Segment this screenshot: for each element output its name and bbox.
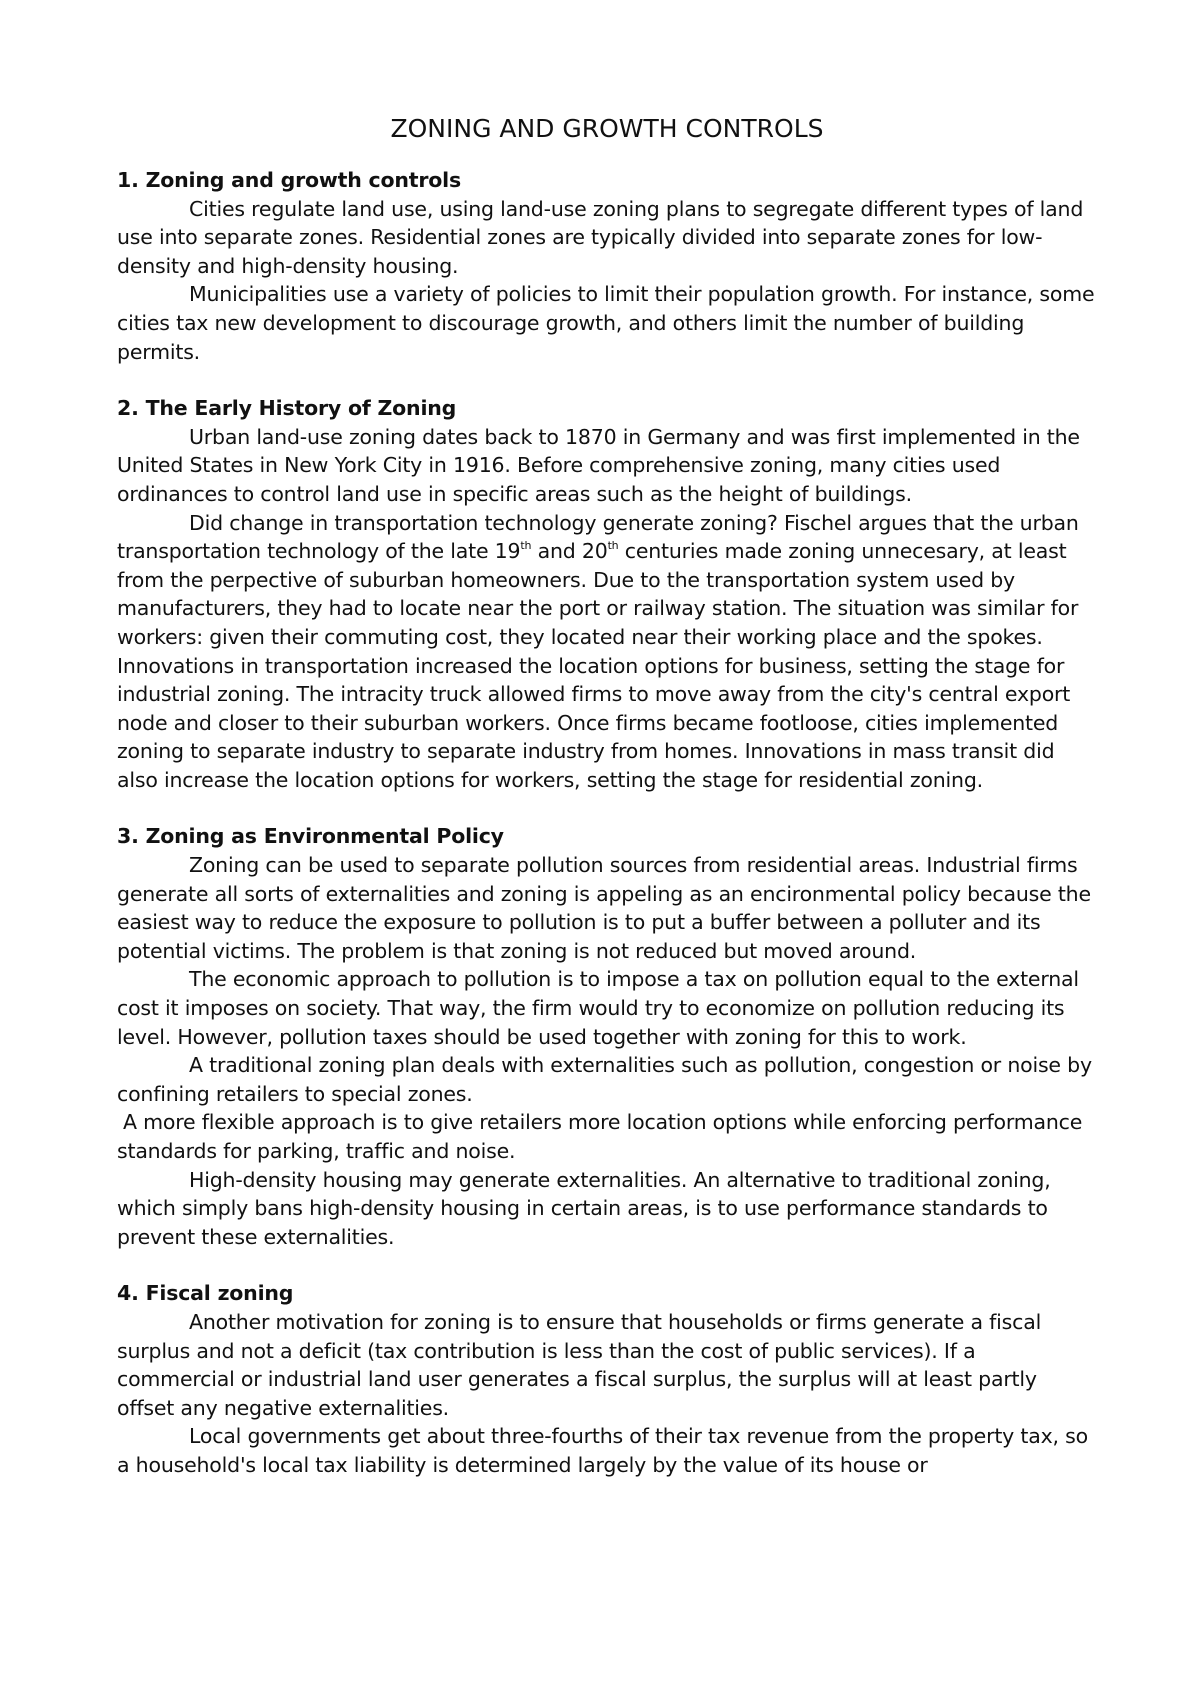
- section-2: [117, 394, 1097, 794]
- paragraph: A traditional zoning plan deals with externalities such as pollution, congestion or noise by confining retailers to special zones.: [117, 1053, 1092, 1106]
- section-4: [117, 1279, 1097, 1479]
- paragraph: Urban land-use zoning dates back to 1870 in Germany and was first implemented in the United States in New York City in 1916. Before comprehensive zoning, many cities used ordinances to control land use in specific areas such as the height of buildings.: [117, 424, 1080, 506]
- paragraph-text: Did change in transportation technology generate zoning? Fischel argues that the urban transportation technology of the late 19: [117, 510, 1079, 564]
- paragraph: A more flexible approach is to give retailers more location options while enforcing performance standards for parking, traffic and noise.: [117, 1110, 1083, 1163]
- superscript: th: [520, 539, 532, 553]
- paragraph: Zoning can be used to separate pollution sources from residential areas. Industrial firms generate all sorts of externalities and zoning is appeling as an encironmental policy because the easiest way to reduce the exposure to pollution is to put a buffer between a polluter and its potential victims. The problem is that zoning is not reduced but moved around.: [117, 853, 1091, 963]
- paragraph: High-density housing may generate externalities. An alternative to traditional zoning, which simply bans high-density housing in certain areas, is to use performance standards to prevent these externalities.: [117, 1167, 1051, 1249]
- paragraph: [117, 509, 1097, 795]
- superscript: th: [607, 539, 619, 553]
- section-3: [117, 822, 1097, 1251]
- section-heading: 4. Fiscal zoning: [117, 1281, 294, 1306]
- paragraph-text: and 20: [531, 539, 608, 564]
- section-heading: 1. Zoning and growth controls: [117, 168, 461, 192]
- section-1: [117, 166, 1097, 366]
- paragraph: The economic approach to pollution is to impose a tax on pollution equal to the external cost it imposes on society. That way, the firm would try to economize on pollution reducing its level. However, pollution taxes should be used together with zoning for this to work.: [117, 967, 1079, 1049]
- paragraph: Municipalities use a variety of policies to limit their population growth. For instance, some cities tax new development to discourage growth, and others limit the number of building permits.: [117, 282, 1095, 364]
- document-body: [117, 112, 1097, 1508]
- section-heading: 3. Zoning as Environmental Policy: [117, 824, 504, 849]
- paragraph-text: centuries made zoning unnecesary, at least from the perpective of suburban homeowners. Due to the transportation system used by manufacturers, they had to locate near the port or railway station. The situation was similar for workers: given their commuting cost, they located near their working place and the spokes. Innovations in transportation increased the location options for business, setting the stage for industrial zoning. The intracity truck allowed firms to move away from the city's central export node and closer to their suburban workers. Once firms became footloose, cities implemented zoning to separate industry to separate industry from homes. Innovations in mass transit did also increase the location options for workers, setting the stage for residential zoning.: [117, 539, 1079, 792]
- paragraph: Local governments get about three-fourths of their tax revenue from the property tax, so a household's local tax liability is determined largely by the value of its house or: [117, 1424, 1088, 1477]
- section-heading: 2. The Early History of Zoning: [117, 396, 457, 421]
- paragraph: Another motivation for zoning is to ensure that households or firms generate a fiscal surplus and not a deficit (tax contribution is less than the cost of public services). If a commercial or industrial land user generates a fiscal surplus, the surplus will at least partly offset any negative externalities.: [117, 1309, 1042, 1420]
- page-title: ZONING AND GROWTH CONTROLS: [390, 114, 824, 143]
- paragraph: Cities regulate land use, using land-use zoning plans to segregate different types of land use into separate zones. Residential zones are typically divided into separate zones for low-density and high-density housing.: [117, 196, 1084, 278]
